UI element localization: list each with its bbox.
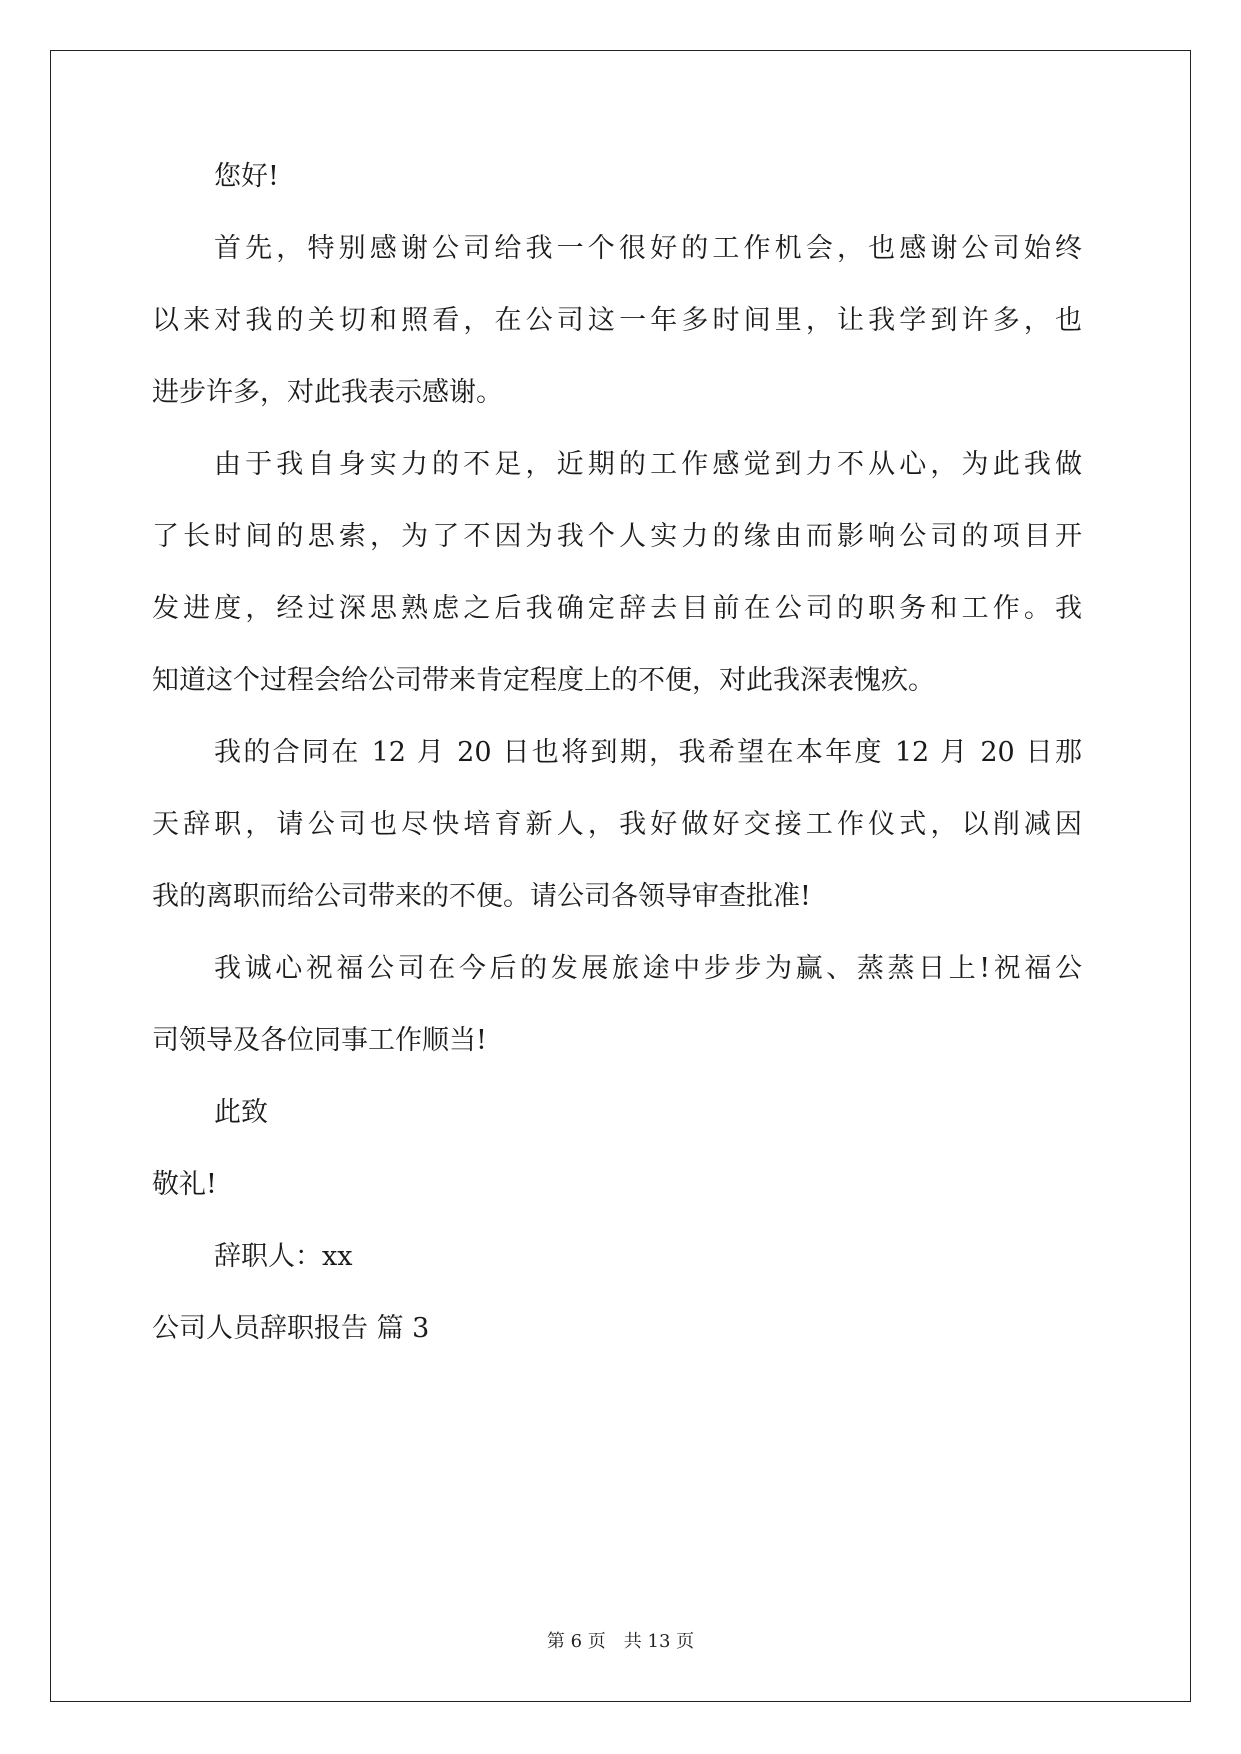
paragraph-3-line-3: 我的离职而给公司带来的不便。请公司各领导审查批准! [152,881,811,912]
greeting: 您好! [214,161,279,192]
page-border [50,50,1191,1702]
paragraph-2-line-4: 知道这个过程会给公司带来肯定程度上的不便，对此我深表愧疚。 [152,665,935,696]
paragraph-3-line-1: 我的合同在 12 月 20 日也将到期，我希望在本年度 12 月 20 日那 [214,737,1082,768]
paragraph-3-line-2: 天辞职，请公司也尽快培育新人，我好做好交接工作仪式，以削减因 [152,809,1082,840]
signature: 辞职人：xx [214,1241,353,1272]
paragraph-4-line-1: 我诚心祝福公司在今后的发展旅途中步步为赢、蒸蒸日上!祝福公 [214,953,1082,984]
page-number-current: 第 6 页 [546,1631,606,1652]
closing-regards: 敬礼! [152,1169,217,1200]
page-footer [0,1630,1241,1654]
section-heading: 公司人员辞职报告 篇 3 [152,1313,430,1344]
paragraph-2-line-1: 由于我自身实力的不足，近期的工作感觉到力不从心，为此我做 [214,449,1082,480]
paragraph-1-line-2: 以来对我的关切和照看，在公司这一年多时间里，让我学到许多，也 [152,305,1082,336]
page-number-total: 共 13 页 [623,1631,695,1652]
paragraph-4-line-2: 司领导及各位同事工作顺当! [152,1025,487,1056]
closing-salutation: 此致 [214,1097,268,1128]
paragraph-2-line-2: 了长时间的思索，为了不因为我个人实力的缘由而影响公司的项目开 [152,521,1082,552]
paragraph-1-line-3: 进步许多，对此我表示感谢。 [152,377,503,408]
paragraph-2-line-3: 发进度，经过深思熟虑之后我确定辞去目前在公司的职务和工作。我 [152,593,1082,624]
paragraph-1-line-1: 首先，特别感谢公司给我一个很好的工作机会，也感谢公司始终 [214,233,1082,264]
